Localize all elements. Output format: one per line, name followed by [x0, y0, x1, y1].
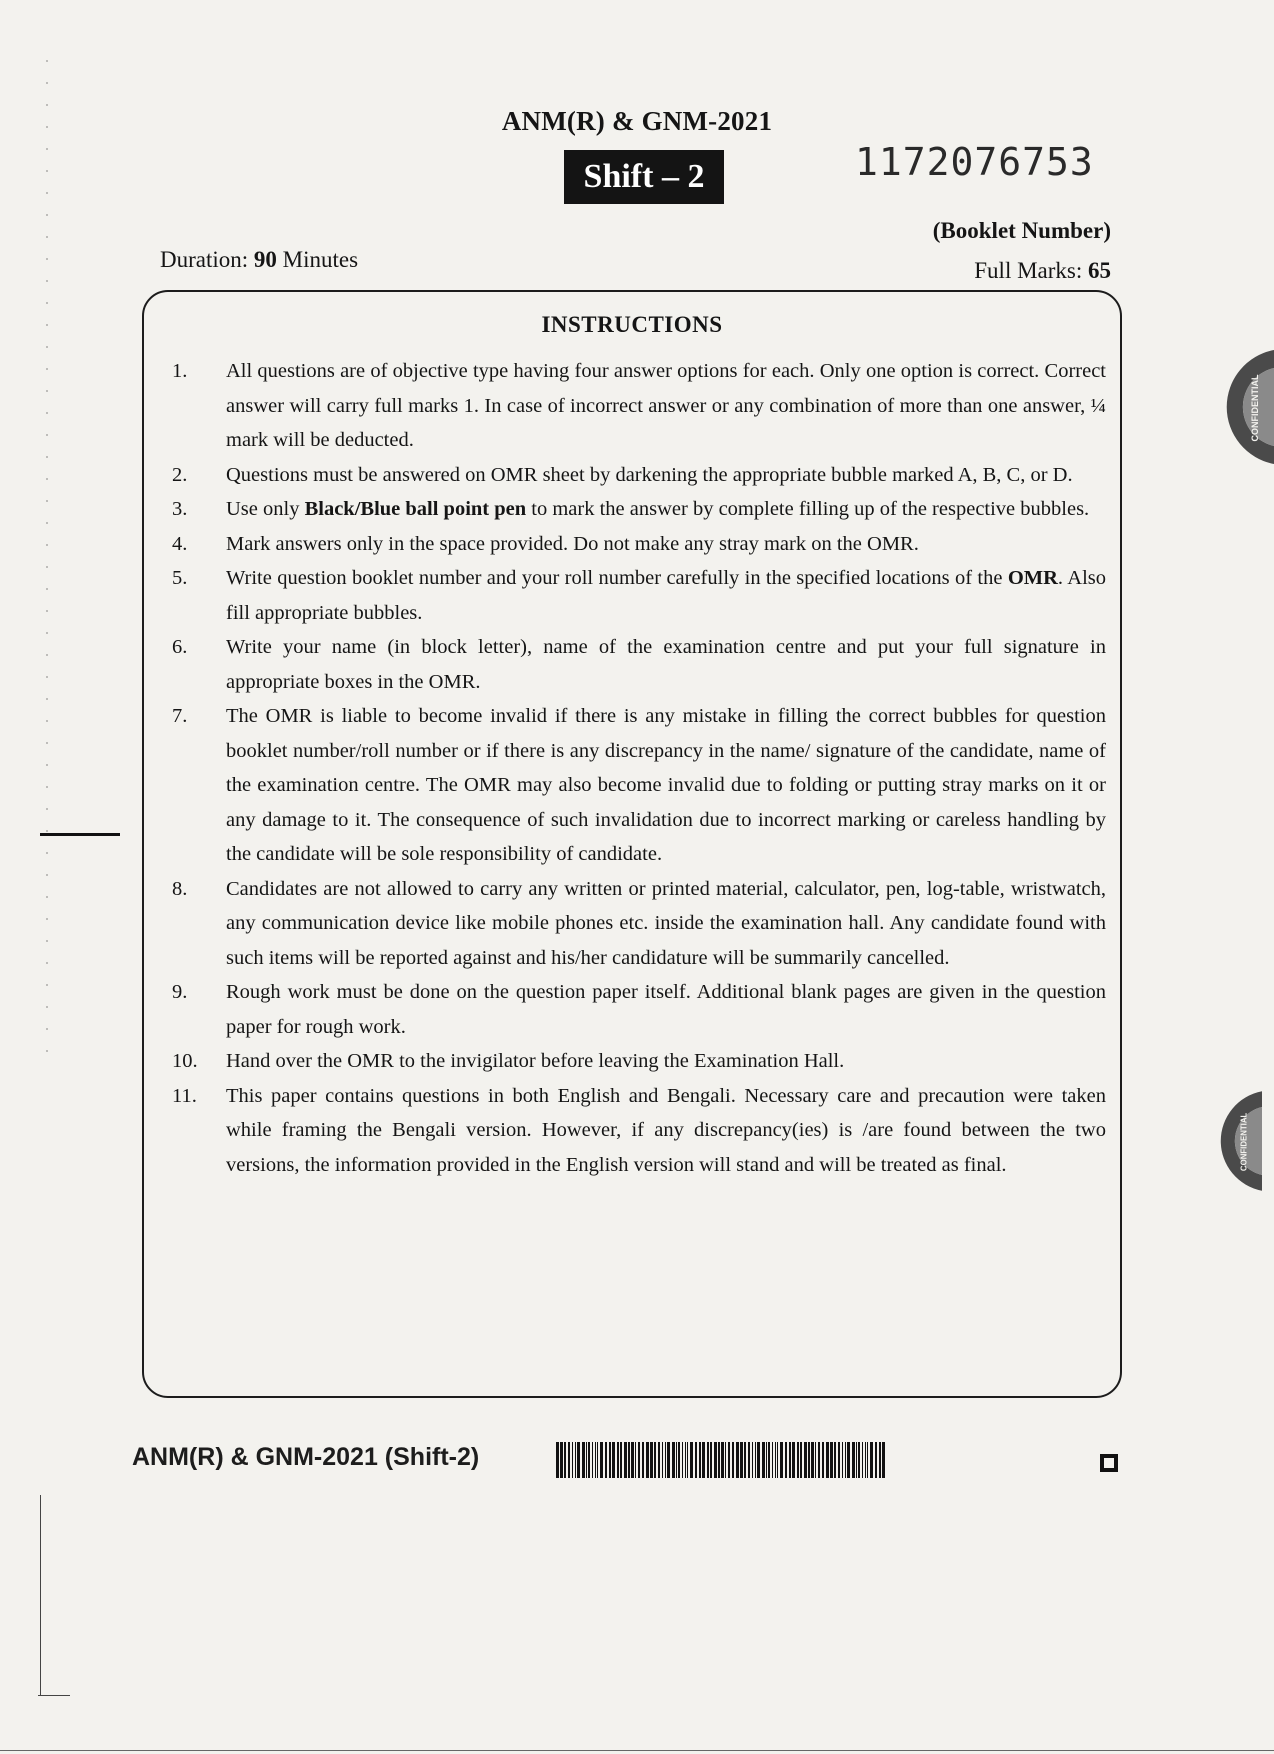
duration-label: Duration:	[160, 247, 249, 272]
barcode-bar	[777, 1442, 778, 1478]
barcode-bar	[592, 1442, 593, 1478]
barcode-bar	[687, 1442, 688, 1478]
seal-text: CONFIDENTIAL	[1239, 1112, 1249, 1172]
scan-edge-line	[38, 1695, 70, 1696]
barcode-bar	[721, 1442, 724, 1478]
barcode-bar	[682, 1442, 683, 1478]
barcode-bar	[710, 1442, 712, 1478]
barcode-bar	[755, 1442, 756, 1478]
barcode-bar	[707, 1442, 709, 1478]
barcode-bar	[718, 1442, 720, 1478]
barcode-bar	[642, 1442, 644, 1478]
instruction-text: All questions are of objective type having four answer options for each. Only one option is correct. Correct answer will carry full marks 1. In case of incorrect answer or any combination of more than one answer, ¼ mark will be deducted.	[226, 360, 1106, 451]
barcode-bar	[870, 1442, 873, 1478]
instruction-number: 10.	[172, 1050, 198, 1072]
barcode-bar	[662, 1442, 663, 1478]
seal-text: CONFIDENTIAL	[1250, 374, 1260, 442]
barcode-bar	[792, 1442, 795, 1478]
barcode-bar	[577, 1442, 580, 1478]
instruction-number: 2.	[172, 463, 188, 486]
shift-badge: Shift – 2	[564, 150, 724, 204]
instruction-text	[226, 561, 1106, 630]
confidential-seal-icon	[1180, 1080, 1262, 1202]
scan-edge-line	[40, 1495, 41, 1695]
page-bottom-rule	[0, 1750, 1274, 1751]
instruction-item	[172, 561, 1106, 630]
barcode-bar	[631, 1442, 634, 1478]
instruction-number: 11.	[172, 1084, 197, 1107]
barcode-bar	[595, 1442, 596, 1478]
instruction-text: Write your name (in block letter), name of the examination centre and put your full signature in appropriate boxes in the OMR.	[226, 636, 1106, 693]
barcode-bar	[667, 1442, 670, 1478]
instruction-text: Questions must be answered on OMR sheet by darkening the appropriate bubble marked A, B, C, or D.	[226, 463, 1073, 486]
barcode-bar	[699, 1442, 701, 1478]
barcode-bar	[740, 1442, 743, 1478]
barcode-bar	[690, 1442, 693, 1478]
barcode-bar	[582, 1442, 585, 1478]
barcode-bar	[768, 1442, 770, 1478]
barcode-bar	[757, 1442, 760, 1478]
barcode-bar	[862, 1442, 863, 1478]
instruction-item	[172, 1079, 1106, 1183]
instruction-item	[172, 1044, 1106, 1079]
barcode-bar	[811, 1442, 814, 1478]
corner-square-mark	[1100, 1454, 1118, 1472]
barcode-bar	[834, 1442, 836, 1478]
barcode-bar	[586, 1442, 587, 1478]
barcode-bar	[826, 1442, 829, 1478]
barcode-bar	[620, 1442, 622, 1478]
confidential-seal-icon	[1192, 346, 1274, 468]
barcode-bar	[847, 1442, 850, 1478]
instruction-number: 8.	[172, 877, 188, 900]
barcode-bar	[772, 1442, 773, 1478]
full-marks-value: 65	[1088, 258, 1111, 283]
instruction-text-part: Write question booklet number and your roll number carefully in the specified locations of the	[226, 567, 1008, 589]
barcode-bar	[879, 1442, 881, 1478]
barcode-bar	[762, 1442, 765, 1478]
barcode-bar	[744, 1442, 746, 1478]
margin-mark	[40, 833, 120, 836]
barcode-bar	[725, 1442, 726, 1478]
barcode-bar	[650, 1442, 653, 1478]
barcode-bar	[714, 1442, 717, 1478]
barcode-bar	[766, 1442, 767, 1478]
instruction-text-part: Use only	[226, 498, 305, 520]
duration-value: 90	[253, 247, 277, 272]
instruction-text	[226, 492, 1106, 527]
exam-title: ANM(R) & GNM-2021	[501, 106, 773, 136]
barcode-bar	[856, 1442, 857, 1478]
barcode-bar	[785, 1442, 787, 1478]
instruction-item	[172, 630, 1106, 699]
barcode-bar	[822, 1442, 824, 1478]
instruction-number: 6.	[172, 636, 188, 658]
barcode-bar	[780, 1442, 783, 1478]
barcode-bar	[556, 1442, 559, 1478]
instruction-item	[172, 527, 1106, 562]
barcode-bar	[658, 1442, 660, 1478]
barcode-bar	[575, 1442, 576, 1478]
instruction-item	[172, 492, 1106, 527]
instruction-item	[172, 872, 1106, 976]
barcode-bar	[560, 1442, 563, 1478]
instruction-text: Mark answers only in the space provided. Do not make any stray mark on the OMR.	[226, 532, 919, 555]
barcode-bar	[732, 1442, 734, 1478]
barcode-bar	[635, 1442, 636, 1478]
barcode-bar	[646, 1442, 649, 1478]
instruction-text-bold: Black/Blue ball point pen	[304, 498, 527, 520]
instruction-text: Candidates are not allowed to carry any written or printed material, calculator, pen, log-table, wristwatch, any communication device like mobile phones etc. inside the examination hall. Any candidate found with such items will be reported against and his/her candidature will be summarily cancelled.	[226, 877, 1106, 969]
barcode-bar	[638, 1442, 640, 1478]
barcode-bar	[789, 1442, 791, 1478]
instruction-item	[172, 699, 1106, 872]
barcode-bar	[597, 1442, 598, 1478]
barcode-bar	[838, 1442, 840, 1478]
duration-unit: Minutes	[282, 247, 359, 272]
barcode-bar	[695, 1442, 697, 1478]
barcode-bar	[808, 1442, 810, 1478]
duration	[160, 247, 358, 273]
barcode-bar	[852, 1442, 855, 1478]
instruction-text: Hand over the OMR to the invigilator before leaving the Examination Hall.	[226, 1050, 845, 1072]
barcode-bar	[818, 1442, 820, 1478]
instruction-number: 1.	[172, 360, 188, 382]
barcode-bar	[867, 1442, 868, 1478]
barcode-bar	[654, 1442, 656, 1478]
full-marks-label: Full Marks:	[974, 258, 1083, 283]
instruction-number: 9.	[172, 981, 188, 1003]
barcode-bar	[612, 1442, 615, 1478]
barcode-bar	[842, 1442, 843, 1478]
booklet-number: 1172076753	[855, 140, 1094, 184]
barcode-bar	[685, 1442, 686, 1478]
instruction-text: This paper contains questions in both English and Bengali. Necessary care and precaution were taken while framing the Bengali version. However, if any discrepancy(ies) is /are found between the two versions, the information provided in the English version will stand and will be treated as final.	[226, 1084, 1106, 1176]
instruction-text: Rough work must be done on the question paper itself. Additional blank pages are given in the question paper for rough work.	[226, 981, 1106, 1038]
full-marks	[974, 258, 1111, 284]
barcode-bar	[624, 1442, 627, 1478]
barcode-bar	[728, 1442, 730, 1478]
instruction-item	[172, 458, 1106, 493]
barcode-bar	[605, 1442, 607, 1478]
barcode-bar	[882, 1442, 885, 1478]
barcode-bar	[830, 1442, 833, 1478]
barcode-bar	[676, 1442, 677, 1478]
instructions-list	[172, 354, 1106, 1182]
instruction-number: 7.	[172, 705, 188, 727]
barcode-bar	[572, 1442, 573, 1478]
barcode-icon	[556, 1442, 890, 1478]
barcode-bar	[858, 1442, 860, 1478]
barcode-bar	[672, 1442, 675, 1478]
barcode-bar	[568, 1442, 570, 1478]
barcode-bar	[588, 1442, 590, 1478]
instructions-box	[142, 290, 1122, 1398]
instruction-text-part: to mark the answer by complete filling up of the respective bubbles.	[526, 498, 1090, 520]
barcode-bar	[748, 1442, 750, 1478]
barcode-bar	[609, 1442, 611, 1478]
instruction-item	[172, 975, 1106, 1044]
barcode-bar	[875, 1442, 877, 1478]
instruction-number: 4.	[172, 532, 188, 555]
barcode-bar	[752, 1442, 753, 1478]
instruction-text-part: . Also fill appropriate bubbles.	[226, 567, 1106, 624]
footer-exam-code: ANM(R) & GNM-2021 (Shift-2)	[132, 1443, 480, 1471]
barcode-bar	[865, 1442, 866, 1478]
instruction-number: 5.	[172, 567, 188, 589]
instruction-text: The OMR is liable to become invalid if there is any mistake in filling the correct bubbles for question booklet number/roll number or if there is any discrepancy in the name/ signature of the candidate, name of the examination centre. The OMR may also become invalid due to folding or putting stray marks on it or any damage to it. The consequence of such invalidation due to incorrect marking or careless handling by the candidate will be sole responsibility of candidate.	[226, 705, 1106, 865]
barcode-bar	[736, 1442, 739, 1478]
barcode-bar	[617, 1442, 619, 1478]
barcode-bar	[665, 1442, 666, 1478]
scan-margin-specks	[46, 60, 48, 1060]
barcode-bar	[804, 1442, 807, 1478]
barcode-bar	[678, 1442, 680, 1478]
barcode-bar	[797, 1442, 799, 1478]
instruction-item	[172, 354, 1106, 458]
barcode-bar	[600, 1442, 603, 1478]
barcode-bar	[702, 1442, 705, 1478]
barcode-bar	[845, 1442, 846, 1478]
barcode-bar	[800, 1442, 802, 1478]
instructions-title: INSTRUCTIONS	[541, 312, 723, 337]
booklet-number-label: (Booklet Number)	[932, 218, 1111, 243]
barcode-bar	[628, 1442, 630, 1478]
instruction-text-bold: OMR	[1007, 567, 1058, 589]
barcode-bar	[815, 1442, 816, 1478]
instruction-number: 3.	[172, 498, 188, 520]
barcode-bar	[775, 1442, 776, 1478]
barcode-bar	[564, 1442, 566, 1478]
